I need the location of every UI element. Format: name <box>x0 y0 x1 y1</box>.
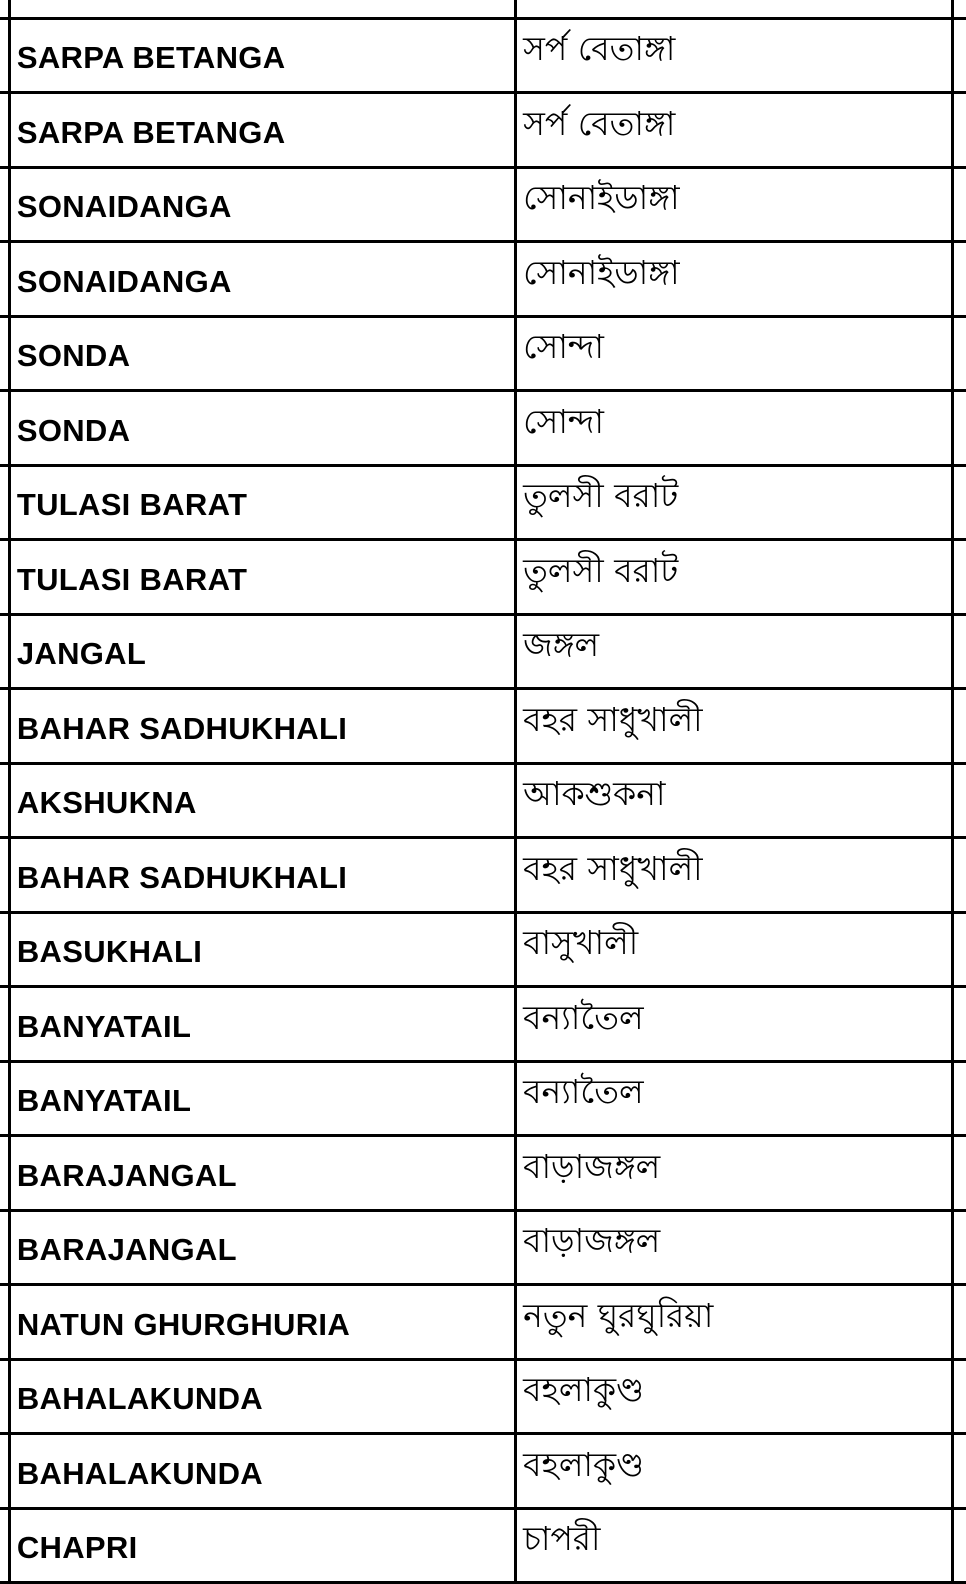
row-edge-right <box>953 1061 966 1136</box>
village-name-english: BAHALAKUNDA <box>9 1359 515 1434</box>
village-name-english: BARAJANGAL <box>9 1136 515 1211</box>
village-name-bengali: চাপরী <box>516 1508 953 1583</box>
table-row <box>0 540 966 615</box>
row-edge-right <box>953 465 966 540</box>
table-row <box>0 18 966 93</box>
row-edge-left <box>0 242 9 317</box>
table-row <box>0 242 966 317</box>
village-name-bengali: বাড়াজঙ্গল <box>516 1210 953 1285</box>
village-name-english: SONAIDANGA <box>9 167 515 242</box>
table-row <box>0 1285 966 1360</box>
row-edge-right <box>953 540 966 615</box>
village-name-english: BAHALAKUNDA <box>9 1434 515 1509</box>
table-row <box>0 838 966 913</box>
row-edge-right <box>953 987 966 1062</box>
village-name-english: TULASI BARAT <box>9 465 515 540</box>
header-cell-bengali <box>516 0 953 18</box>
row-edge-right <box>953 18 966 93</box>
village-name-english: JANGAL <box>9 614 515 689</box>
village-name-bengali: তুলসী বরাট <box>516 465 953 540</box>
table-row <box>0 763 966 838</box>
row-edge-left <box>0 167 9 242</box>
village-name-english: SONAIDANGA <box>9 242 515 317</box>
row-edge-right <box>953 1285 966 1360</box>
village-name-english: BAHAR SADHUKHALI <box>9 689 515 764</box>
village-name-english: BANYATAIL <box>9 987 515 1062</box>
village-name-bengali: সোনাইডাঙ্গা <box>516 167 953 242</box>
row-edge-right <box>953 0 966 18</box>
table-row <box>0 987 966 1062</box>
row-edge-left <box>0 540 9 615</box>
row-edge-right <box>953 391 966 466</box>
row-edge-right <box>953 167 966 242</box>
village-name-bengali: সর্প বেতাঙ্গা <box>516 93 953 168</box>
village-name-bengali: সর্প বেতাঙ্গা <box>516 18 953 93</box>
table-row <box>0 1136 966 1211</box>
row-edge-left <box>0 987 9 1062</box>
village-name-bengali: বন্যাতৈল <box>516 1061 953 1136</box>
village-name-bengali: বহলাকুণ্ড <box>516 1359 953 1434</box>
row-edge-left <box>0 18 9 93</box>
village-name-english: AKSHUKNA <box>9 763 515 838</box>
row-edge-left <box>0 0 9 18</box>
row-edge-right <box>953 838 966 913</box>
village-name-bengali: বাসুখালী <box>516 912 953 987</box>
row-edge-left <box>0 689 9 764</box>
village-name-bengali: সোন্দা <box>516 316 953 391</box>
row-edge-left <box>0 1508 9 1583</box>
table-header-row-partial <box>0 0 966 18</box>
row-edge-left <box>0 912 9 987</box>
row-edge-left <box>0 614 9 689</box>
row-edge-right <box>953 242 966 317</box>
village-name-english: BASUKHALI <box>9 912 515 987</box>
table-row <box>0 689 966 764</box>
village-name-bengali: আকশুকনা <box>516 763 953 838</box>
village-name-bengali: বন্যাতৈল <box>516 987 953 1062</box>
table-row <box>0 93 966 168</box>
row-edge-left <box>0 1136 9 1211</box>
village-name-bengali: সোন্দা <box>516 391 953 466</box>
village-name-bengali: তুলসী বরাট <box>516 540 953 615</box>
row-edge-left <box>0 93 9 168</box>
row-edge-left <box>0 1061 9 1136</box>
table-row <box>0 1061 966 1136</box>
village-name-english: SONDA <box>9 316 515 391</box>
village-name-bengali: নতুন ঘুরঘুরিয়া <box>516 1285 953 1360</box>
table-row <box>0 465 966 540</box>
row-edge-left <box>0 465 9 540</box>
row-edge-right <box>953 912 966 987</box>
row-edge-left <box>0 316 9 391</box>
table-row <box>0 1359 966 1434</box>
table-row <box>0 1210 966 1285</box>
village-name-bengali: বহলাকুণ্ড <box>516 1434 953 1509</box>
row-edge-left <box>0 763 9 838</box>
village-name-english: SARPA BETANGA <box>9 18 515 93</box>
row-edge-left <box>0 1210 9 1285</box>
village-name-english: TULASI BARAT <box>9 540 515 615</box>
village-name-bengali: বহর সাধুখালী <box>516 838 953 913</box>
row-edge-right <box>953 763 966 838</box>
row-edge-right <box>953 1210 966 1285</box>
table-row <box>0 316 966 391</box>
village-name-english: BAHAR SADHUKHALI <box>9 838 515 913</box>
village-name-english: SONDA <box>9 391 515 466</box>
village-name-bengali: জঙ্গল <box>516 614 953 689</box>
row-edge-left <box>0 391 9 466</box>
row-edge-left <box>0 1359 9 1434</box>
row-edge-right <box>953 1508 966 1583</box>
row-edge-right <box>953 93 966 168</box>
row-edge-left <box>0 838 9 913</box>
village-name-bengali: সোনাইডাঙ্গা <box>516 242 953 317</box>
row-edge-right <box>953 1136 966 1211</box>
table-row <box>0 912 966 987</box>
row-edge-right <box>953 1359 966 1434</box>
table-row <box>0 391 966 466</box>
row-edge-left <box>0 1285 9 1360</box>
row-edge-right <box>953 614 966 689</box>
row-edge-left <box>0 1434 9 1509</box>
village-name-english: SARPA BETANGA <box>9 93 515 168</box>
village-name-bengali: বহর সাধুখালী <box>516 689 953 764</box>
table-row <box>0 1434 966 1509</box>
header-cell-english <box>9 0 515 18</box>
row-edge-right <box>953 689 966 764</box>
table-row <box>0 614 966 689</box>
table-row <box>0 1508 966 1583</box>
village-name-english: CHAPRI <box>9 1508 515 1583</box>
table-row <box>0 167 966 242</box>
village-name-bengali: বাড়াজঙ্গল <box>516 1136 953 1211</box>
row-edge-right <box>953 1434 966 1509</box>
village-name-english: NATUN GHURGHURIA <box>9 1285 515 1360</box>
row-edge-right <box>953 316 966 391</box>
village-name-english: BANYATAIL <box>9 1061 515 1136</box>
village-name-english: BARAJANGAL <box>9 1210 515 1285</box>
